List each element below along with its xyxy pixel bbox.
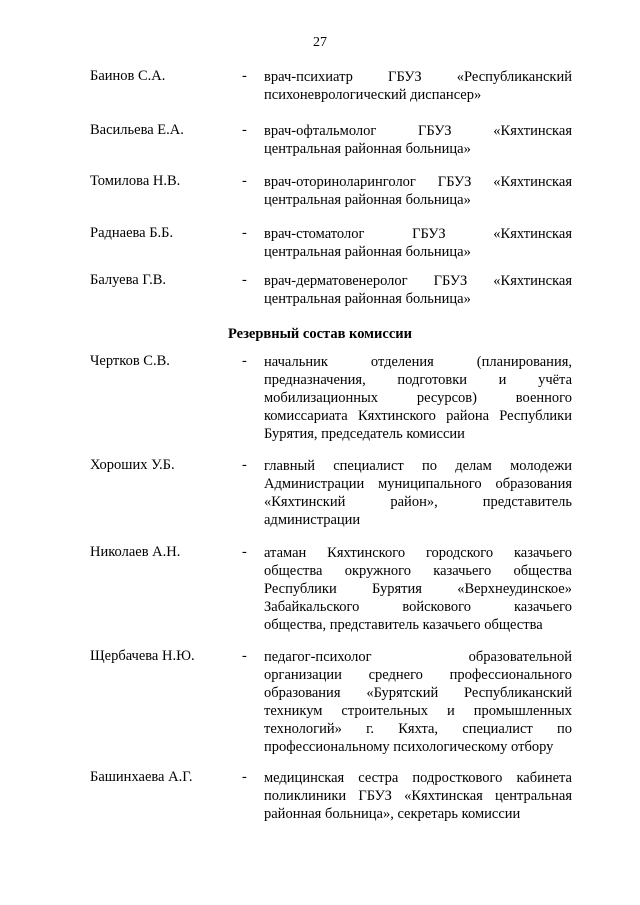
description-line: начальник отделения (планирования,: [264, 354, 572, 370]
separator-dash: -: [242, 173, 247, 189]
description-line: Забайкальского войскового казачьего: [264, 599, 572, 615]
member-name: Баинов С.А.: [90, 68, 166, 84]
description-line: мобилизационных ресурсов) военного: [264, 390, 572, 406]
description-line: Республики Бурятия «Верхнеудинское»: [264, 581, 572, 597]
description-line: атаман Кяхтинского городского казачьего: [264, 545, 572, 561]
separator-dash: -: [242, 648, 247, 664]
member-description: [264, 68, 572, 104]
member-description: [264, 353, 572, 443]
member-name: Васильева Е.А.: [90, 122, 184, 138]
description-line: предназначения, подготовки и учёта: [264, 372, 572, 388]
member-description: [264, 225, 572, 261]
description-line: главный специалист по делам молодежи: [264, 458, 572, 474]
description-line: медицинская сестра подросткового кабинета: [264, 770, 572, 786]
member-name: Раднаева Б.Б.: [90, 225, 174, 241]
description-line: технологий» г. Кяхта, специалист по: [264, 721, 572, 737]
description-line: педагог-психолог образовательной: [264, 649, 572, 665]
description-line: администрации: [264, 512, 361, 528]
member-name: Башинхаева А.Г.: [90, 769, 193, 785]
member-description: [264, 648, 572, 756]
member-description: [264, 544, 572, 634]
section-heading-reserve: Резервный состав комиссии: [228, 326, 412, 342]
separator-dash: -: [242, 68, 247, 84]
description-line: центральная районная больница»: [264, 244, 471, 260]
member-name: Томилова Н.В.: [90, 173, 181, 189]
description-line: врач-стоматолог ГБУЗ «Кяхтинская: [264, 226, 572, 242]
description-line: центральная районная больница»: [264, 141, 471, 157]
separator-dash: -: [242, 544, 247, 560]
description-line: общества окружного казачьего общества: [264, 563, 572, 579]
separator-dash: -: [242, 353, 247, 369]
page-number: 27: [313, 35, 327, 50]
description-line: профессиональному психологическому отбору: [264, 739, 554, 755]
description-line: общества, представитель казачьего общества: [264, 617, 543, 633]
separator-dash: -: [242, 225, 247, 241]
separator-dash: -: [242, 122, 247, 138]
member-name: Чертков С.В.: [90, 353, 170, 369]
description-line: образования «Бурятский Республиканский: [264, 685, 572, 701]
member-name: Щербачева Н.Ю.: [90, 648, 195, 664]
description-line: организации среднего профессионального: [264, 667, 572, 683]
description-line: районная больница», секретарь комиссии: [264, 806, 521, 822]
description-line: врач-дерматовенеролог ГБУЗ «Кяхтинская: [264, 273, 572, 289]
description-line: техникум строительных и промышленных: [264, 703, 572, 719]
description-line: Администрации муниципального образования: [264, 476, 572, 492]
member-name: Хороших У.Б.: [90, 457, 175, 473]
member-description: [264, 122, 572, 158]
description-line: «Кяхтинский район», представитель: [264, 494, 572, 510]
member-description: [264, 272, 572, 308]
description-line: комиссариата Кяхтинского района Республики: [264, 408, 572, 424]
separator-dash: -: [242, 769, 247, 785]
description-line: поликлиники ГБУЗ «Кяхтинская центральная: [264, 788, 572, 804]
description-line: психоневрологический диспансер»: [264, 87, 482, 103]
description-line: центральная районная больница»: [264, 192, 471, 208]
separator-dash: -: [242, 272, 247, 288]
separator-dash: -: [242, 457, 247, 473]
member-description: [264, 769, 572, 823]
member-description: [264, 173, 572, 209]
description-line: врач-психиатр ГБУЗ «Республиканский: [264, 69, 572, 85]
member-name: Балуева Г.В.: [90, 272, 167, 288]
description-line: Бурятия, председатель комиссии: [264, 426, 465, 442]
description-line: врач-оториноларинголог ГБУЗ «Кяхтинская: [264, 174, 572, 190]
description-line: врач-офтальмолог ГБУЗ «Кяхтинская: [264, 123, 572, 139]
member-description: [264, 457, 572, 529]
description-line: центральная районная больница»: [264, 291, 471, 307]
member-name: Николаев А.Н.: [90, 544, 181, 560]
